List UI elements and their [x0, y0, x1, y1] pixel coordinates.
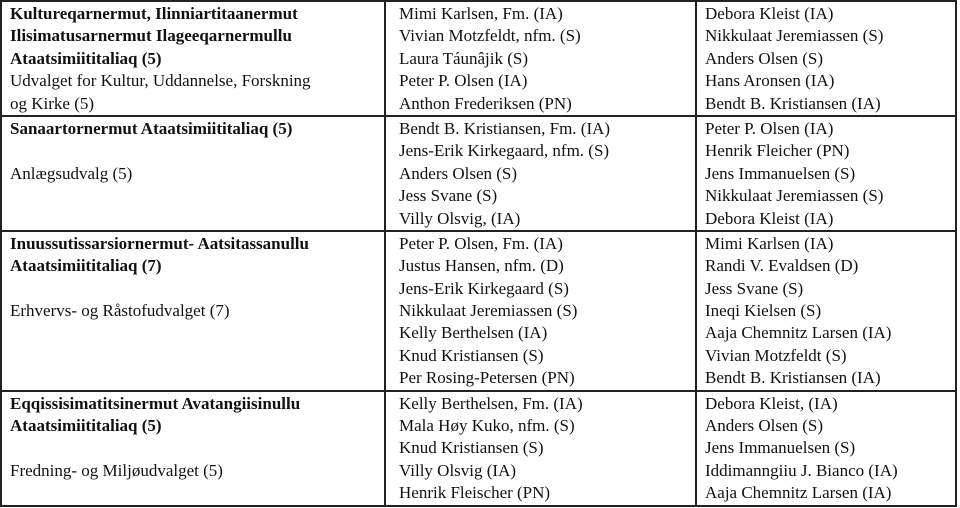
- member: Laura Táunâjik (S): [399, 48, 529, 68]
- member: Jens-Erik Kirkegaard (S): [399, 278, 569, 298]
- member: Villy Olsvig (IA): [399, 460, 517, 480]
- substitute: Ineqi Kielsen (S): [705, 301, 822, 321]
- substitute: Aaja Chemnitz Larsen (IA): [705, 483, 892, 503]
- member: Kelly Berthelsen (IA): [399, 323, 548, 343]
- committee-danish-name: Udvalget for Kultur, Uddannelse, Forskning: [10, 71, 311, 91]
- committee-title: Ataatsimiititaliaq (7): [10, 256, 162, 276]
- committee-row: [1, 231, 956, 391]
- member: Kelly Berthelsen, Fm. (IA): [399, 393, 583, 413]
- substitute: Anders Olsen (S): [705, 416, 824, 436]
- substitutes-cell: [696, 391, 956, 506]
- substitute: Vivian Motzfeldt (S): [705, 345, 847, 365]
- committee-row: [1, 1, 956, 116]
- member: Nikkulaat Jeremiassen (S): [399, 301, 578, 321]
- committee-title: Eqqissisimatitsinermut Avatangiisinullu: [10, 393, 301, 413]
- substitute: Anders Olsen (S): [705, 48, 824, 68]
- committee-title: Ilisimatusarnermut Ilageeqarnermullu: [10, 26, 292, 46]
- member: Anders Olsen (S): [399, 163, 518, 183]
- substitutes-cell: [696, 231, 956, 391]
- spacer: [10, 278, 380, 300]
- member: Vivian Motzfeldt, nfm. (S): [399, 26, 581, 46]
- committee-name-cell: [1, 231, 385, 391]
- committee-title: Inuussutissarsiornermut- Aatsitassanullu: [10, 233, 309, 253]
- members-cell: [385, 391, 696, 506]
- committee-row: [1, 391, 956, 506]
- member: Peter P. Olsen (IA): [399, 71, 528, 91]
- member: Knud Kristiansen (S): [399, 345, 544, 365]
- member: Bendt B. Kristiansen, Fm. (IA): [399, 118, 611, 138]
- substitute: Aaja Chemnitz Larsen (IA): [705, 323, 892, 343]
- substitute: Jens Immanuelsen (S): [705, 163, 856, 183]
- substitute: Bendt B. Kristiansen (IA): [705, 368, 881, 388]
- committee-title: Ataatsimiititaliaq (5): [10, 48, 162, 68]
- member: Mimi Karlsen, Fm. (IA): [399, 4, 563, 23]
- member: Villy Olsvig, (IA): [399, 208, 521, 228]
- members-cell: [385, 1, 696, 116]
- member: Henrik Fleischer (PN): [399, 483, 551, 503]
- substitute: Peter P. Olsen (IA): [705, 118, 834, 138]
- member: Mala Høy Kuko, nfm. (S): [399, 416, 575, 436]
- substitute: Debora Kleist (IA): [705, 208, 834, 228]
- committee-title: Kultureqarnermut, Ilinniartitaanermut: [10, 4, 298, 23]
- spacer: [10, 437, 380, 459]
- committee-name-cell: [1, 116, 385, 231]
- substitute: Hans Aronsen (IA): [705, 71, 835, 91]
- members-cell: [385, 231, 696, 391]
- committee-title: Sanaartornermut Ataatsimiititaliaq (5): [10, 118, 293, 138]
- committee-name-cell: [1, 1, 385, 116]
- substitute: Nikkulaat Jeremiassen (S): [705, 186, 884, 206]
- member: Jess Svane (S): [399, 186, 498, 206]
- member: Per Rosing-Petersen (PN): [399, 368, 575, 388]
- substitute: Debora Kleist, (IA): [705, 393, 838, 413]
- member: Anthon Frederiksen (PN): [399, 93, 572, 113]
- committee-danish-name: Erhvervs- og Råstofudvalget (7): [10, 301, 230, 321]
- committee-name-cell: [1, 391, 385, 506]
- substitute: Jens Immanuelsen (S): [705, 438, 856, 458]
- substitutes-cell: [696, 116, 956, 231]
- spacer: [10, 140, 380, 162]
- member: Peter P. Olsen, Fm. (IA): [399, 233, 563, 253]
- substitute: Randi V. Evaldsen (D): [705, 256, 859, 276]
- substitute: Mimi Karlsen (IA): [705, 233, 834, 253]
- substitute: Jess Svane (S): [705, 278, 804, 298]
- member: Justus Hansen, nfm. (D): [399, 256, 564, 276]
- substitute: Iddimanngiiu J. Bianco (IA): [705, 460, 898, 480]
- committee-row: [1, 116, 956, 231]
- member: Knud Kristiansen (S): [399, 438, 544, 458]
- substitute: Nikkulaat Jeremiassen (S): [705, 26, 884, 46]
- members-cell: [385, 116, 696, 231]
- committee-danish-name: Anlægsudvalg (5): [10, 163, 133, 183]
- committee-danish-name: og Kirke (5): [10, 93, 95, 113]
- committee-title: Ataatsimiititaliaq (5): [10, 416, 162, 436]
- substitute: Henrik Fleicher (PN): [705, 141, 850, 161]
- member: Jens-Erik Kirkegaard, nfm. (S): [399, 141, 610, 161]
- substitutes-cell: [696, 1, 956, 116]
- substitute: Bendt B. Kristiansen (IA): [705, 93, 881, 113]
- substitute: Debora Kleist (IA): [705, 4, 834, 23]
- committee-danish-name: Fredning- og Miljøudvalget (5): [10, 460, 223, 480]
